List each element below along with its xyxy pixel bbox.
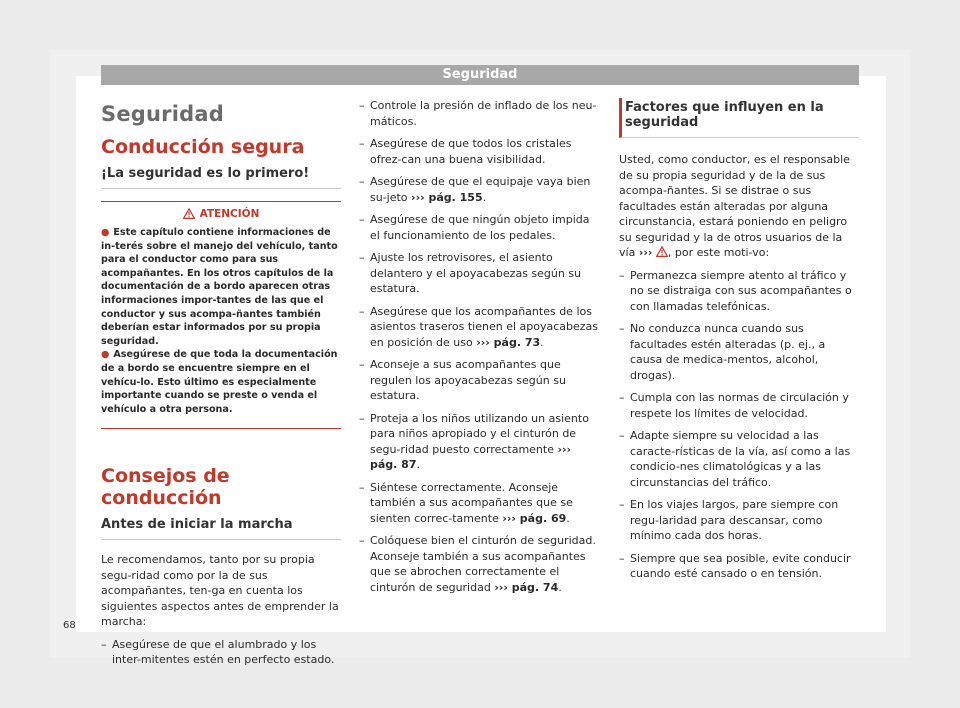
list-item: – En los viajes largos, pare siempre con regu-laridad para descansar, como mínimo cada dos horas. [619,497,859,544]
checklist-continued [359,98,601,595]
list-item: – Permanezca siempre atento al tráfico y no se distraiga con sus acompañantes o con llamadas telefónicas. [619,268,859,315]
list-item: – Siéntese correctamente. Aconseje también a sus acompañantes que se sienten correc-tamente ››› pág. 69. [359,480,601,527]
list-item: – Aconseje a sus acompañantes que regulen los apoyacabezas según su estatura. [359,357,601,404]
checklist [101,637,341,668]
running-header: Seguridad [101,65,859,85]
page-reference-link[interactable]: ››› pág. 69 [502,511,567,525]
section-title: Conducción segura [101,136,305,158]
bullet-icon: ● [101,349,110,361]
warning-reference-link[interactable]: ››› [638,246,653,259]
chapter-title: Seguridad [101,102,224,126]
subsection-title: ¡La seguridad es lo primero! [101,166,341,189]
warning-triangle-icon [183,208,195,219]
column-left [101,98,341,675]
list-item: – Controle la presión de inflado de los neu-máticos. [359,98,601,129]
warning-item [101,348,341,416]
warning-header [101,208,341,220]
page-reference-link[interactable]: ››› pág. 87 [370,442,572,471]
list-item: – Siempre que sea posible, evite conducir cuando esté cansado o en tensión. [619,551,859,582]
list-item: – Proteja a los niños utilizando un asiento para niños apropiado y el cinturón de segu-ridad puesto correctamente ››› pág. 87. [359,411,601,473]
column-right [619,98,859,589]
subsection-title-3: Factores que influyen en la seguridad [619,98,859,138]
list-item: – Cumpla con las normas de circulación y respete los límites de velocidad. [619,390,859,421]
list-item: – Asegúrese que los acompañantes de los asientos traseros tienen el apoyacabezas en posición de uso ››› pág. 73. [359,304,601,351]
intro-paragraph: Le recomendamos, tanto por su propia segu-ridad como por la de sus acompañantes, ten-ga en cuenta los siguientes aspectos antes de emprender la marcha: [101,553,339,629]
list-item: – Asegúrese de que el equipaje vaya bien su-jeto ››› pág. 155. [359,174,601,205]
warning-item-text: Este capítulo contiene informaciones de in-terés sobre el manejo del vehículo, tanto para el conductor como para sus acompañantes. En los otros capítulos de la documentación de a bordo aparecen otras informaciones impor-tantes de las que el conductor y sus acompa-ñantes también deberían estar informados por su propia seguridad. [101,227,338,347]
page-reference-link[interactable]: ››› pág. 73 [476,335,541,349]
warning-box [101,201,341,429]
subsection-title-2: Antes de iniciar la marcha [101,517,341,540]
factors-paragraph: Usted, como conductor, es el responsable de su propia seguridad y de la de sus acompa-ñantes. Si se distrae o sus facultades están alteradas por alguna circunstancia, estará poniendo en peligro su seguridad y la de otros usuarios de la vía ››› , por este moti-vo: [619,153,850,259]
list-item: – Asegúrese de que todos los cristales ofrez-can una buena visibilidad. [359,136,601,167]
factors-list [619,268,859,582]
section-title-2: Consejos de conducción [101,465,230,510]
list-item: – Asegúrese de que ningún objeto impida el funcionamiento de los pedales. [359,212,601,243]
page-reference-link[interactable]: ››› pág. 74 [494,580,559,594]
page-reference-link[interactable]: ››› pág. 155 [411,190,483,204]
list-item: – Ajuste los retrovisores, el asiento delantero y el apoyacabezas según su estatura. [359,250,601,297]
list-item: – Adapte siempre su velocidad a las caracte-rísticas de la vía, así como a las condicio-nes climatológicas y a las circunstancias del tráfico. [619,428,859,490]
warning-triangle-icon [656,246,668,257]
warning-title: ATENCIÓN [199,208,260,220]
list-item: – Colóquese bien el cinturón de seguridad. Aconseje también a sus acompañantes que se abrochen correctamente el cinturón de seguridad ››› pág. 74. [359,533,601,595]
page-number: 68 [63,620,76,631]
warning-item [101,226,341,348]
list-item: – Asegúrese de que el alumbrado y los inter-mitentes estén en perfecto estado. [101,637,341,668]
column-middle [359,98,601,602]
warning-item-text: Asegúrese de que toda la documentación de a bordo se encuentre siempre en el vehícu-lo. Esto último es especialmente importante cuando se preste o venda el vehículo a otra persona. [101,349,338,415]
bullet-icon: ● [101,227,110,238]
list-item: – No conduzca nunca cuando sus facultades estén alteradas (p. ej., a causa de medica-mentos, alcohol, drogas). [619,321,859,383]
